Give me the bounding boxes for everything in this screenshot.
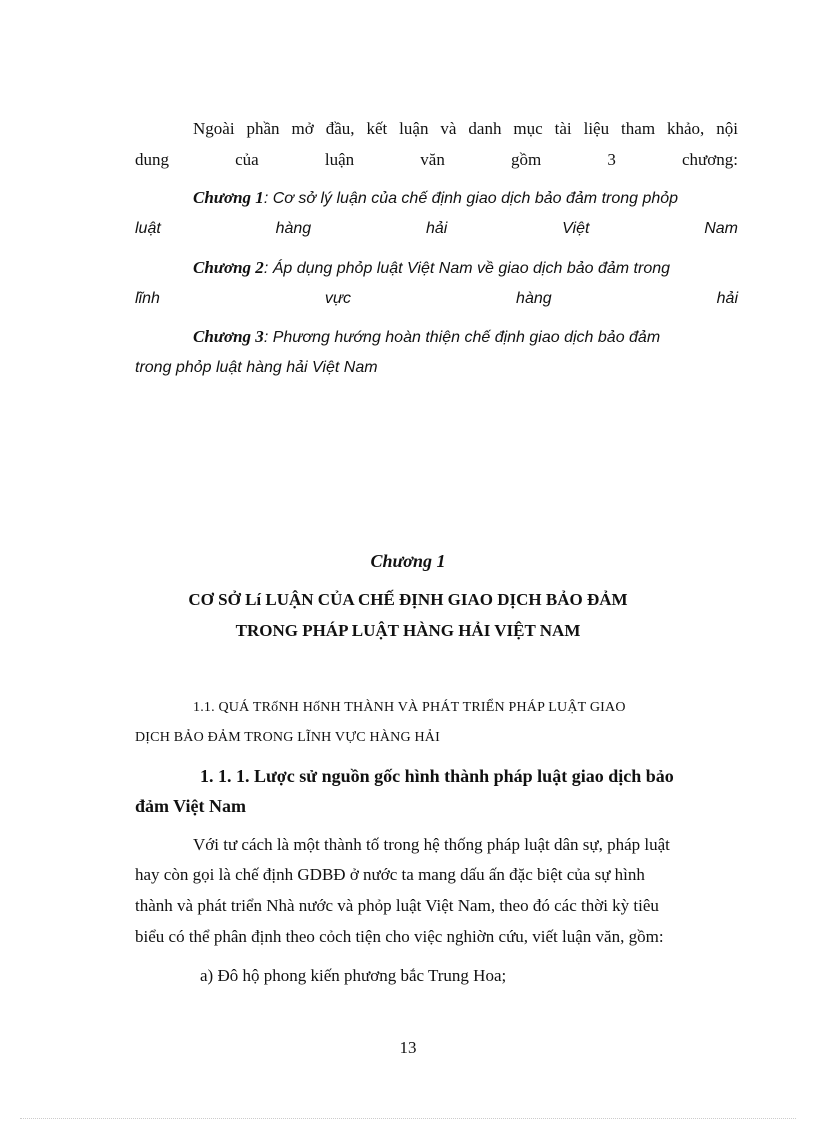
list-item-a: a) Đô hộ phong kiến phương bắc Trung Hoa; [200, 966, 507, 985]
chapter-label: Chương 1 [193, 188, 264, 207]
word: luận [324, 150, 355, 169]
section-1-1-1-heading-line-1: 1. 1. 1. Lược sử nguồn gốc hình thành pháp luật giao dịch bảo [200, 766, 674, 786]
chapter-desc: : Áp dụng phỏp luật Việt Nam về giao dịch bảo đảm trong [263, 260, 671, 277]
word: Việt [562, 220, 590, 237]
chapter-2-entry-line-2 [135, 288, 738, 310]
word: của [235, 150, 259, 169]
section-1-1-heading-line-2: DỊCH BẢO ĐẢM TRONG LĨNH VỰC HÀNG HẢI [135, 730, 440, 745]
section-1-1-1-heading-line-2: đảm Việt Nam [135, 796, 246, 816]
body-line-4: biểu có thể phân định theo cỏch tiện cho việc nghiờn cứu, viết luận văn, gồm: [135, 927, 664, 946]
section-1-1-heading-line-1: 1.1. QUÁ TRốNH HốNH THÀNH VÀ PHÁT TRIỂN PHÁP LUẬT GIAO [193, 700, 626, 715]
chapter-heading-label: Chương 1 [370, 551, 446, 571]
chapter-label: Chương 2 [193, 258, 264, 277]
word: 3 [607, 150, 616, 169]
word: hàng [516, 290, 552, 307]
word: dung [135, 150, 169, 169]
chapter-desc: : Phương hướng hoàn thiện chế định giao dịch bảo đảm [263, 329, 661, 346]
word: Nam [704, 220, 738, 237]
word: hải [716, 290, 738, 307]
intro-line-1: Ngoài phần mở đầu, kết luận và danh mục tài liệu tham khảo, nội [193, 119, 738, 138]
chapter-1-entry-line-2 [135, 218, 738, 240]
chapter-title-line-1: CƠ SỞ Lí LUẬN CỦA CHẾ ĐỊNH GIAO DỊCH BẢO ĐẢM [188, 590, 628, 609]
word: vực [324, 290, 352, 307]
page-bottom-divider [20, 1118, 796, 1119]
chapter-title-line-2: TRONG PHÁP LUẬT HÀNG HẢI VIỆT NAM [235, 621, 581, 640]
word: gồm [510, 150, 542, 169]
word: hàng [275, 220, 312, 237]
word: luật [135, 220, 161, 237]
body-line-3: thành và phát triển Nhà nước và phỏp luật Việt Nam, theo đó các thời kỳ tiêu [135, 896, 659, 915]
word: lĩnh [135, 290, 160, 307]
body-line-1: Với tư cách là một thành tố trong hệ thống pháp luật dân sự, pháp luật [193, 835, 670, 854]
page-number: 13 [399, 1038, 417, 1057]
intro-line-2 [135, 149, 738, 171]
chapter-label: Chương 3 [193, 327, 264, 346]
word: chương: [682, 150, 738, 169]
chapter-desc: : Cơ sở lý luận của chế định giao dịch bảo đảm trong phỏp [263, 190, 679, 207]
word: hải [425, 220, 448, 237]
chapter-1-entry [193, 187, 678, 210]
chapter-2-entry [193, 257, 670, 280]
chapter-3-entry-line-2: trong phỏp luật hàng hải Việt Nam [135, 359, 378, 376]
body-line-2: hay còn gọi là chế định GDBĐ ở nước ta mang dấu ấn đặc biệt của sự hình [135, 865, 645, 884]
word: văn [420, 150, 445, 169]
chapter-3-entry [193, 326, 660, 349]
